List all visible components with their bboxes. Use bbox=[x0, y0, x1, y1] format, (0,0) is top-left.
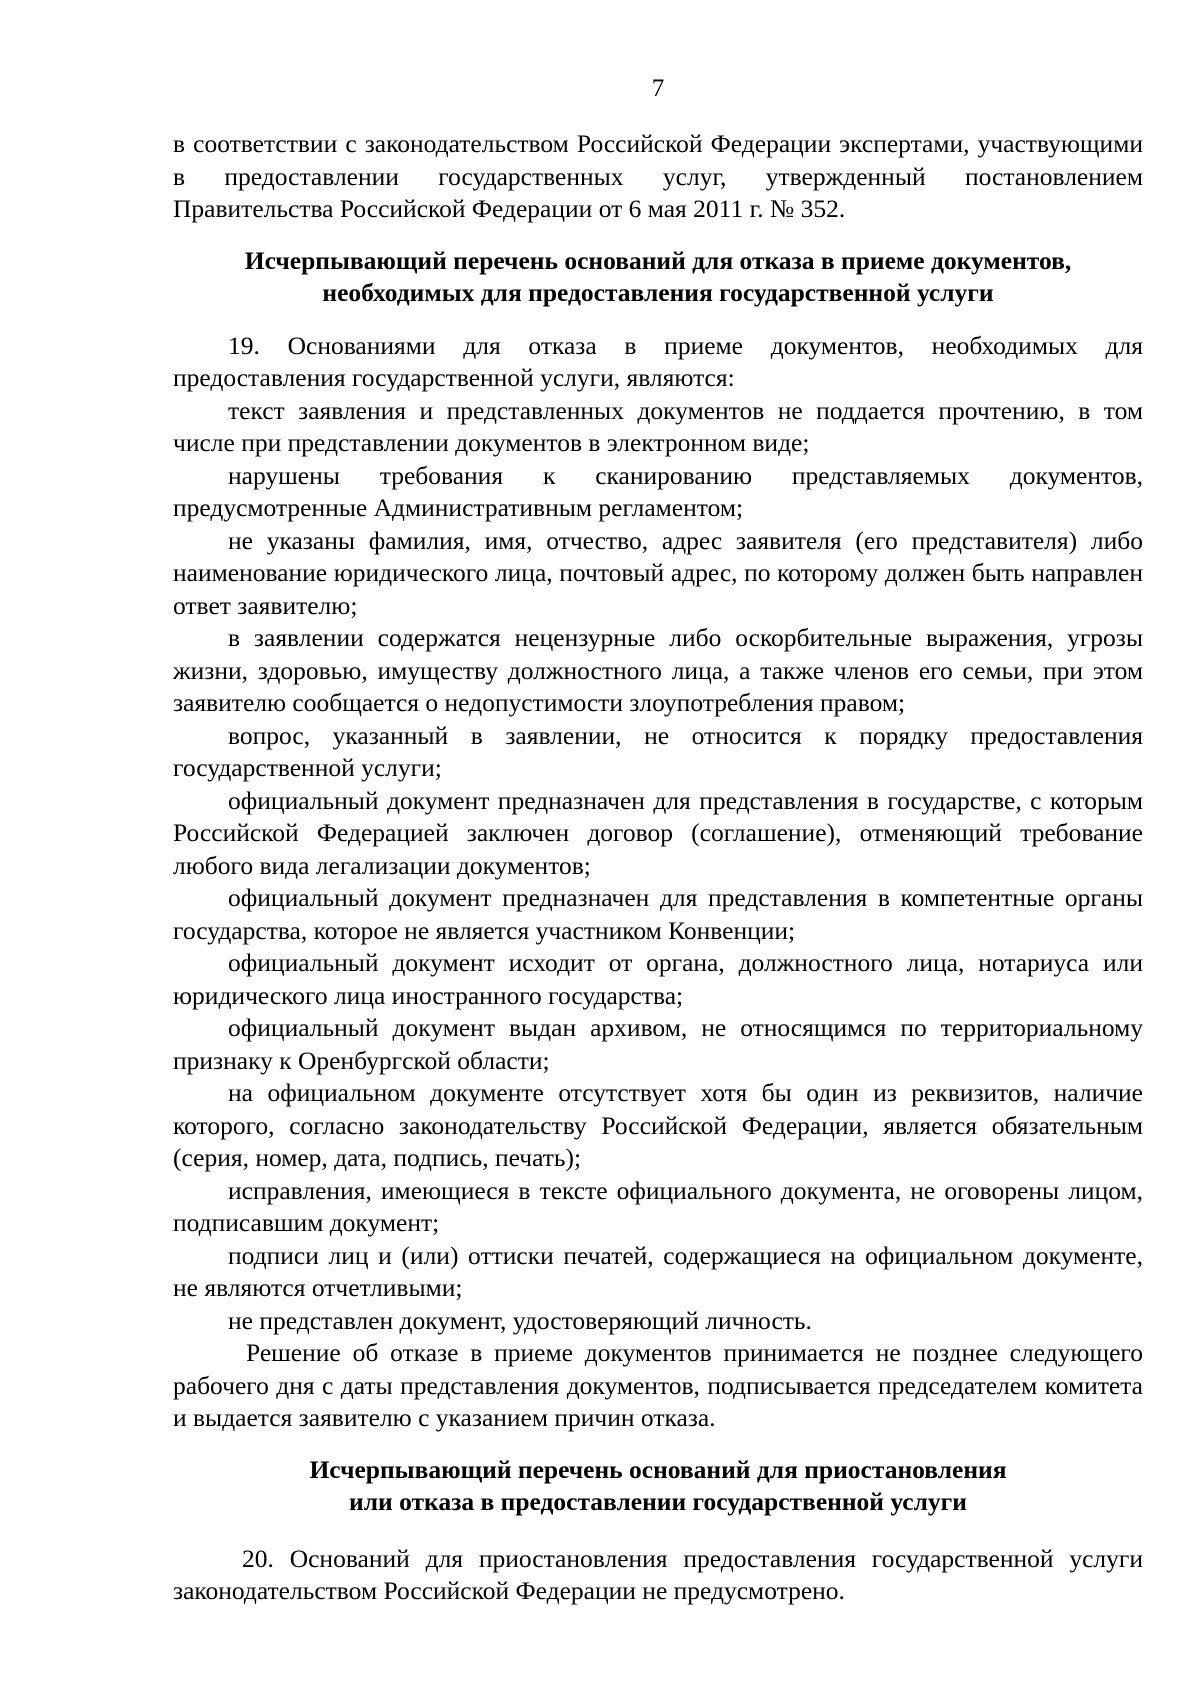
section-heading-line: или отказа в предоставлении государственной услуги bbox=[349, 1487, 967, 1516]
intro-paragraph: в соответствии с законодательством Российской Федерации экспертами, участвующими в предоставлении государственных услуг, утвержденный постановлением Правительства Российской Федерации от 6 мая 2011 г. № 352. bbox=[173, 129, 1143, 223]
refusal-ground: текст заявления и представленных документов не поддается прочтению, в том числе при представлении документов в электронном виде; bbox=[173, 395, 1143, 457]
section-heading-suspension-grounds bbox=[173, 1454, 1143, 1519]
section-heading-line: Исчерпывающий перечень оснований для отказа в приеме документов, bbox=[244, 245, 1072, 275]
refusal-ground: не представлен документ, удостоверяющий личность. bbox=[228, 1305, 812, 1335]
refusal-ground: не указаны фамилия, имя, отчество, адрес заявителя (его представителя) либо наименование юридического лица, почтовый адрес, по которому должен быть направлен ответ заявителю; bbox=[173, 525, 1143, 620]
section-heading-refusal-grounds bbox=[173, 245, 1143, 310]
refusal-ground: официальный документ предназначен для представления в компетентные органы государства, которое не является участником Конвенции; bbox=[173, 883, 1143, 945]
item-19-intro: 19. Основаниями для отказа в приеме документов, необходимых для предоставления государственной услуги, являются: bbox=[173, 330, 1143, 392]
refusal-ground: вопрос, указанный в заявлении, не относится к порядку предоставления государственной услуги; bbox=[173, 720, 1143, 782]
item-20-paragraph: 20. Оснований для приостановления предоставления государственной услуги законодательством Российской Федерации не предусмотрено. bbox=[173, 1543, 1143, 1605]
section-heading-line: необходимых для предоставления государственной услуги bbox=[322, 278, 994, 307]
refusal-ground: официальный документ исходит от органа, должностного лица, нотариуса или юридического лица иностранного государства; bbox=[173, 948, 1143, 1010]
refusal-ground: подписи лиц и (или) оттиски печатей, содержащиеся на официальном документе, не являются отчетливыми; bbox=[173, 1240, 1143, 1302]
decision-paragraph: Решение об отказе в приеме документов принимается не позднее следующего рабочего дня с даты представления документов, подписывается председателем комитета и выдается заявителю с указанием причин отказа. bbox=[173, 1338, 1143, 1432]
refusal-ground: исправления, имеющиеся в тексте официального документа, не оговорены лицом, подписавшим документ; bbox=[173, 1175, 1143, 1237]
refusal-ground: в заявлении содержатся нецензурные либо оскорбительные выражения, угрозы жизни, здоровью, имуществу должностного лица, а также членов его семьи, при этом заявителю сообщается о недопустимости злоупотребления правом; bbox=[173, 623, 1143, 717]
document-body bbox=[173, 128, 1143, 1608]
refusal-ground: официальный документ выдан архивом, не относящимся по территориальному признаку к Оренбургской области; bbox=[173, 1013, 1143, 1075]
refusal-ground: нарушены требования к сканированию представляемых документов, предусмотренные Административным регламентом; bbox=[173, 460, 1143, 522]
page-number: 7 bbox=[651, 75, 665, 102]
section-heading-line: Исчерпывающий перечень оснований для приостановления bbox=[309, 1454, 1007, 1484]
refusal-ground: на официальном документе отсутствует хотя бы один из реквизитов, наличие которого, согласно законодательству Российской Федерации, является обязательным (серия, номер, дата, подпись, печать); bbox=[173, 1078, 1143, 1172]
refusal-ground: официальный документ предназначен для представления в государстве, с которым Российской Федерацией заключен договор (соглашение), отменяющий требование любого вида легализации документов; bbox=[173, 785, 1143, 880]
